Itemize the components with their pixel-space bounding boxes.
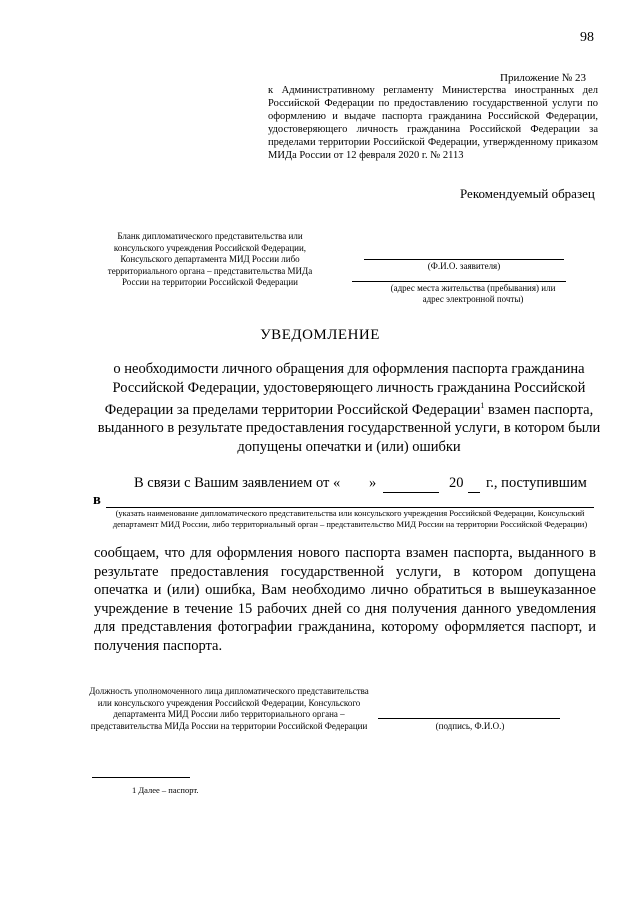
applicant-fio-line [364, 259, 564, 260]
footnote-reference: 1 [480, 401, 485, 410]
letterhead-placeholder: Бланк дипломатического представительства или консульского учреждения Российской Федерации, Консульского департамента МИД России либо территориального органа – представительства МИДа России на территории Российской Федерации [107, 231, 313, 287]
institution-caption: (указать наименование дипломатического представительства или консульского учреждения Российской Федерации, Консульский департамент МИД России, либо территориальный орган – представительство МИД России на территории Российской Федерации) [112, 508, 588, 529]
notice-subtitle-part-1: о необходимости личного обращения для оформления паспорта гражданина Российской Федерации, удостоверяющего личность гражданина Российской Федерации за пределами территории Российской Федерации [104, 361, 586, 418]
signature-caption: (подпись, Ф.И.О.) [435, 721, 505, 731]
applicant-fio-caption: (Ф.И.О. заявителя) [427, 261, 501, 271]
appendix-text: к Административному регламенту Министерства иностранных дел Российской Федерации по предоставлению государственной услуги по оформлению и выдаче паспорта гражданина Российской Федерации, удостоверяющего личность гражданина Российской Федерации за пределами территории Российской Федерации, утвержденному приказом МИДа России от 12 февраля 2020 г. № 2113 [268, 85, 598, 161]
statement-part-1: В связи с Вашим заявлением от « [134, 475, 341, 491]
notice-subtitle-part-2: взамен паспорта, выданного в результате предоставления государственной услуги, в котором были допущены опечатки и (или) ошибки [97, 401, 601, 455]
notice-subtitle [94, 360, 604, 456]
footnote-text: 1 Далее – паспорт. [132, 785, 199, 795]
sample-label: Рекомендуемый образец [460, 186, 595, 201]
main-paragraph: сообщаем, что для оформления нового паспорта взамен паспорта, выданного в результате предоставления государственной услуги, в котором допущена опечатка и (или) ошибка, Вам необходимо лично обратиться в вышеуказанное учреждение в течение 15 рабочих дней со дня получения данного уведомления для представления фотографии гражданина, которому оформляется паспорт, и получения паспорта. [94, 545, 596, 654]
applicant-address-caption: (адрес места жительства (пребывания) или адрес электронной почты) [390, 283, 556, 304]
appendix-title: Приложение № 23 [500, 72, 587, 84]
signature-line [378, 718, 560, 719]
statement-letter-v: в [93, 492, 101, 508]
applicant-address-line [352, 281, 566, 282]
official-title: Должность уполномоченного лица дипломатического представительства или консульского учреждения Российской Федерации, Консульского департамента МИД России либо территориального органа – представительства МИДа России на территории Российской Федерации [89, 686, 369, 731]
footnote-separator [92, 777, 190, 778]
statement-part-4: г., поступившим [486, 475, 587, 491]
statement-month-line [383, 492, 439, 493]
statement-year-prefix: 20 [449, 475, 464, 491]
notice-title: УВЕДОМЛЕНИЕ [260, 327, 380, 343]
page-number: 98 [580, 30, 594, 45]
statement-part-2: » [369, 475, 377, 491]
statement-year-line [468, 492, 480, 493]
